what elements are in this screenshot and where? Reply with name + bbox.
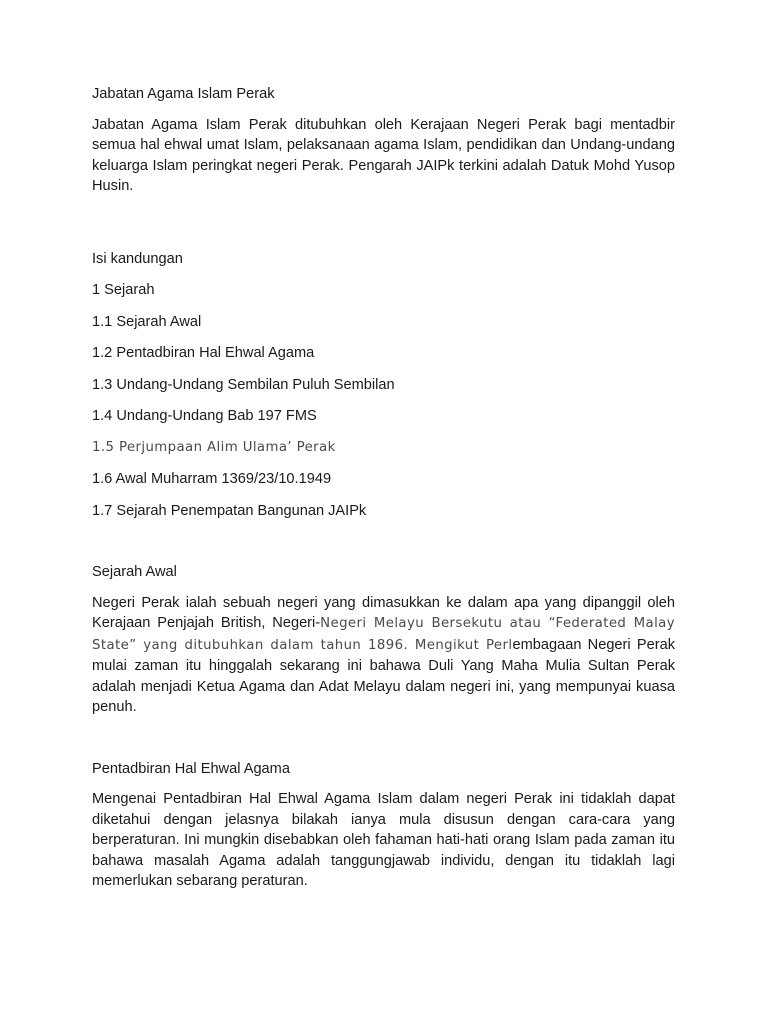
toc-item: 1 Sejarah — [92, 282, 155, 298]
pentadbiran-paragraph: Mengenai Pentadbiran Hal Ehwal Agama Islam dalam negeri Perak ini tidaklah dapat diketahui dengan jelasnya bilakah ianya mula disusun dengan cara-cara yang berperaturan. Ini mungkin disebabkan oleh fahaman hati-hati orang Islam pada zaman itu bahawa masalah Agama adalah tanggungjawab individu, dengan itu tidaklah lagi memerlukan sebarang peraturan. — [92, 791, 675, 889]
toc-list — [92, 280, 675, 521]
intro-paragraph: Jabatan Agama Islam Perak ditubuhkan oleh Kerajaan Negeri Perak bagi mentadbir semua hal ehwal umat Islam, pelaksanaan agama Islam, pendidikan dan Undang-undang keluarga Islam peringkat negeri Perak. Pengarah JAIPk terkini adalah Datuk Mohd Yusop Husin. — [92, 116, 675, 194]
section-heading-pentadbiran: Pentadbiran Hal Ehwal Agama — [92, 760, 290, 777]
sejarah-awal-text-part1: Negeri Perak ialah sebuah negeri yang dimasukkan ke dalam apa yang dipanggil oleh Kerajaan Penjajah British, Negeri- — [92, 594, 675, 631]
toc-heading: Isi kandungan — [92, 250, 183, 267]
document-page — [92, 84, 675, 892]
toc-item: 1.3 Undang-Undang Sembilan Puluh Sembilan — [92, 376, 395, 393]
toc-item: 1.4 Undang-Undang Bab 197 FMS — [92, 408, 317, 424]
section-heading-sejarah-awal: Sejarah Awal — [92, 564, 177, 580]
toc-item: 1.7 Sejarah Penempatan Bangunan JAIPk — [92, 502, 367, 519]
sejarah-awal-text-part3: embagaan Negeri Perak mulai zaman itu hinggalah sekarang ini bahawa Duli Yang Maha Mulia Sultan Perak adalah menjadi Ketua Agama dan Adat Melayu dalam negeri ini, yang mempunyai kuasa penuh. — [92, 636, 675, 715]
sejarah-awal-text-part2: Negeri Melayu Bersekutu atau “Federated Malay State” yang ditubuhkan dalam tahun 1896. Mengikut Perl — [92, 616, 675, 653]
toc-item: 1.1 Sejarah Awal — [92, 313, 202, 330]
toc-item: 1.2 Pentadbiran Hal Ehwal Agama — [92, 345, 315, 361]
sejarah-awal-paragraph — [92, 593, 675, 718]
document-title: Jabatan Agama Islam Perak — [92, 86, 275, 102]
toc-item: 1.6 Awal Muharram 1369/23/10.1949 — [92, 471, 332, 487]
toc-item: 1.5 Perjumpaan Alim Ulama’ Perak — [92, 439, 336, 455]
